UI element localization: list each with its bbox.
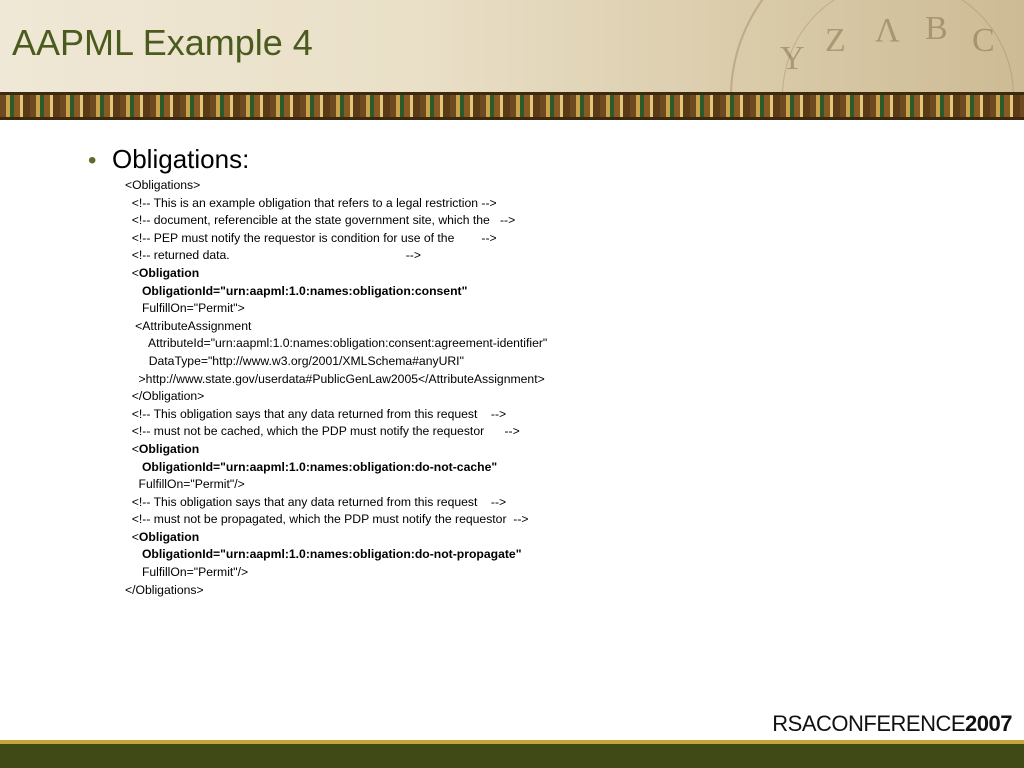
code-line-text: >http://www.state.gov/userdata#PublicGenLaw2005</AttributeAssignment> [138, 371, 545, 386]
decorative-letter-lambda-icon: Λ [875, 12, 900, 49]
code-line-text: <!-- document, referencible at the state government site, which the --> [128, 213, 516, 228]
code-line [125, 247, 788, 265]
code-line [125, 353, 788, 371]
code-line [125, 529, 788, 547]
xml-code-block [125, 177, 788, 599]
code-line-indent [125, 442, 132, 456]
code-line-text: </Obligations> [125, 582, 204, 597]
code-line-text: < [131, 529, 139, 544]
code-line-text: ObligationId="urn:aapml:1.0:names:obligation:consent" [141, 283, 468, 298]
code-line-bold-tail: Obligation [138, 265, 200, 280]
bullet-item [88, 144, 788, 175]
code-line-indent [125, 389, 132, 403]
code-line [125, 212, 788, 230]
decorative-letter-c-icon: C [972, 22, 995, 59]
code-line [125, 564, 788, 582]
bullet-heading: Obligations: [112, 144, 250, 174]
code-line-indent [125, 354, 149, 368]
code-line [125, 177, 788, 195]
code-line-text: FulfillOn="Permit"> [141, 301, 245, 316]
code-line [125, 476, 788, 494]
code-line [125, 423, 788, 441]
code-line-indent [125, 407, 132, 421]
decorative-pattern-band [0, 92, 1024, 120]
code-line [125, 265, 788, 283]
code-line [125, 371, 788, 389]
code-line [125, 459, 788, 477]
decorative-letter-b-icon: B [925, 10, 948, 47]
code-line [125, 195, 788, 213]
code-line-text: <!-- must not be cached, which the PDP must notify the requestor --> [131, 424, 520, 439]
code-line-text: <!-- PEP must notify the requestor is condition for use of the --> [128, 230, 497, 245]
code-line [125, 582, 788, 600]
code-line-text: < [128, 265, 139, 280]
code-line-text: AttributeId="urn:aapml:1.0:names:obligation:consent:agreement-identifier" [148, 336, 548, 351]
code-line-bold-tail: Obligation [138, 441, 200, 456]
code-line [125, 494, 788, 512]
code-line-text: FulfillOn="Permit"/> [141, 565, 249, 580]
code-line-text: ObligationId="urn:aapml:1.0:names:obligation:do-not-cache" [141, 459, 498, 474]
code-line-indent [125, 319, 135, 333]
code-line-text: DataType="http://www.w3.org/2001/XMLSchema#anyURI" [148, 353, 464, 368]
code-line-indent [125, 424, 132, 438]
code-line-text: ObligationId="urn:aapml:1.0:names:obligation:do-not-propagate" [141, 547, 522, 562]
bullet-dot-icon: • [88, 147, 97, 174]
code-line-indent [125, 460, 142, 474]
logo-word: CONFERENCE [816, 711, 966, 736]
code-line-indent [125, 565, 142, 579]
code-line-text: < [131, 441, 139, 456]
code-line-text: <!-- must not be propagated, which the PDP must notify the requestor --> [131, 512, 529, 527]
code-line-indent [125, 530, 132, 544]
code-line [125, 546, 788, 564]
code-line [125, 406, 788, 424]
slide-header [0, 0, 1024, 92]
code-line-text: <AttributeAssignment [135, 318, 252, 333]
code-line [125, 335, 788, 353]
code-line-indent [125, 301, 142, 315]
code-line-indent [125, 495, 132, 509]
footer-bar [0, 744, 1024, 768]
code-line-indent [125, 284, 142, 298]
code-line-text: FulfillOn="Permit"/> [138, 477, 245, 492]
code-line-bold-tail: Obligation [138, 529, 200, 544]
code-line-text: <!-- This obligation says that any data returned from this request --> [131, 406, 507, 421]
code-line-indent [125, 512, 132, 526]
code-line-text: </Obligation> [131, 389, 205, 404]
code-line [125, 318, 788, 336]
code-line [125, 300, 788, 318]
code-line-indent [125, 477, 139, 491]
code-line-text: <Obligations> [125, 178, 201, 192]
decorative-letter-y-icon: Y [780, 40, 805, 77]
code-line [125, 441, 788, 459]
code-line-text: <!-- returned data. --> [128, 248, 421, 263]
code-line-indent [125, 336, 148, 350]
slide-title: AAPML Example 4 [12, 22, 313, 63]
slide-body [88, 144, 788, 599]
code-line-text: <!-- This is an example obligation that refers to a legal restriction --> [128, 195, 497, 210]
code-line [125, 230, 788, 248]
logo-year: 2007 [965, 711, 1012, 736]
code-line [125, 388, 788, 406]
code-line-indent [125, 547, 142, 561]
rsa-conference-logo [772, 711, 1012, 737]
decorative-letter-z-icon: Z [825, 22, 846, 59]
code-line [125, 511, 788, 529]
code-line [125, 283, 788, 301]
code-line-text: <!-- This obligation says that any data returned from this request --> [131, 494, 507, 509]
code-line-indent [125, 372, 139, 386]
logo-prefix: RSA [772, 711, 817, 736]
